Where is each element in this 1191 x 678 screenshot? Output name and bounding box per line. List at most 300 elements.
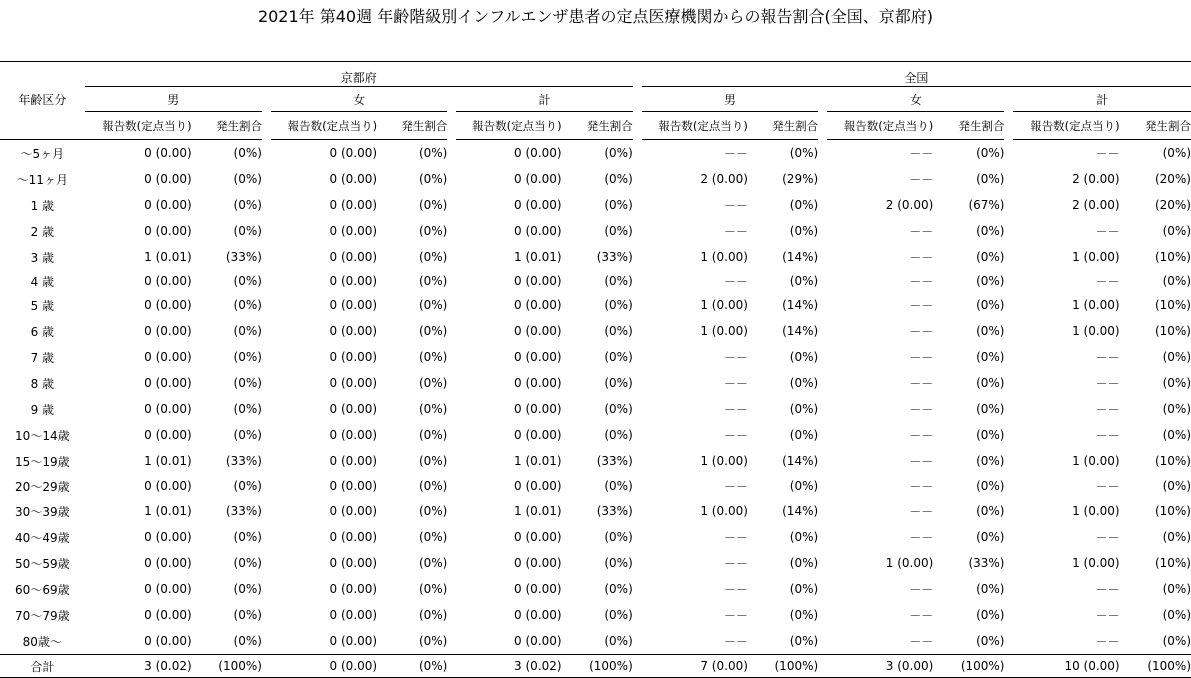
rate-cell: (0%)	[418, 428, 448, 442]
rate-cell: (0%)	[604, 608, 633, 622]
report-count-cell: 3 (0.02)	[456, 655, 561, 678]
rate-cell: (0%)	[418, 198, 448, 212]
rate-cell: (0%)	[789, 530, 819, 544]
rate-cell: (14%)	[782, 324, 819, 338]
report-count-cell: 1 (0.00)	[700, 298, 748, 312]
report-count-cell: 0 (0.00)	[144, 172, 192, 186]
rate-cell: (100%)	[748, 655, 818, 678]
rate-cell: (0%)	[976, 350, 1005, 364]
report-count-cell: 0 (0.00)	[514, 298, 562, 312]
rate-cell: (0%)	[976, 454, 1005, 468]
rate-cell: (0%)	[604, 198, 633, 212]
rate-cell: (0%)	[233, 146, 262, 160]
rate-cell: (14%)	[782, 298, 819, 312]
rate-cell: (0%)	[418, 454, 448, 468]
report-count-cell: －－	[909, 224, 934, 239]
report-count-cell: －－	[723, 402, 748, 417]
rate-cell: (0%)	[976, 324, 1005, 338]
age-label: 20～29歳	[15, 479, 70, 494]
report-count-cell: －－	[723, 428, 748, 443]
col-rate-label: 発生割合	[1120, 112, 1191, 140]
report-count-cell: 0 (0.00)	[514, 556, 562, 570]
report-count-cell: 0 (0.00)	[144, 530, 192, 544]
rate-cell: (0%)	[976, 608, 1005, 622]
report-count-cell: 0 (0.00)	[514, 324, 562, 338]
age-label: 5 歳	[30, 298, 55, 313]
rate-cell: (0%)	[604, 146, 633, 160]
rate-cell: (0%)	[418, 479, 448, 493]
report-count-cell: 1 (0.01)	[514, 504, 562, 518]
rate-cell: (14%)	[782, 250, 819, 264]
rate-cell: (0%)	[418, 504, 448, 518]
report-count-cell: 0 (0.00)	[144, 146, 192, 160]
report-count-cell: 0 (0.00)	[144, 634, 192, 648]
rate-cell: (0%)	[604, 428, 633, 442]
rate-cell: (0%)	[233, 556, 262, 570]
report-count-cell: 0 (0.00)	[329, 224, 378, 238]
rate-cell: (0%)	[789, 402, 819, 416]
report-count-cell: 0 (0.00)	[329, 428, 378, 442]
rate-cell: (0%)	[233, 198, 262, 212]
report-count-cell: 1 (0.00)	[1072, 556, 1120, 570]
table-row	[0, 166, 1191, 192]
report-count-cell: 0 (0.00)	[329, 250, 378, 264]
rate-cell: (0%)	[1162, 224, 1191, 238]
report-count-cell: 0 (0.00)	[329, 146, 378, 160]
col-reports-label: 報告数(定点当り)	[271, 112, 377, 140]
report-count-cell: －－	[909, 479, 934, 494]
report-count-cell: 0 (0.00)	[144, 298, 192, 312]
rate-cell: (0%)	[418, 582, 448, 596]
report-count-cell: 0 (0.00)	[144, 324, 192, 338]
report-count-cell: 0 (0.00)	[514, 428, 562, 442]
report-count-cell: 2 (0.00)	[700, 172, 748, 186]
rate-cell: (0%)	[418, 530, 448, 544]
rate-cell: (0%)	[789, 376, 819, 390]
rate-cell: (0%)	[233, 172, 262, 186]
table-row	[0, 370, 1191, 396]
rate-cell: (0%)	[604, 479, 633, 493]
age-label: 30～39歳	[15, 504, 70, 519]
rate-cell: (0%)	[789, 582, 819, 596]
table-row	[0, 474, 1191, 498]
rate-cell: (0%)	[976, 530, 1005, 544]
age-label: 3 歳	[30, 250, 55, 265]
rate-cell: (0%)	[418, 608, 448, 622]
rate-cell: (67%)	[968, 198, 1005, 212]
rate-cell: (100%)	[562, 655, 633, 678]
rate-cell: (0%)	[377, 655, 447, 678]
report-count-cell: 0 (0.00)	[144, 274, 192, 288]
table-row	[0, 318, 1191, 344]
col-rate-label: 発生割合	[562, 112, 633, 140]
report-count-cell: 1 (0.00)	[700, 454, 748, 468]
rate-cell: (0%)	[418, 402, 448, 416]
table-row	[0, 498, 1191, 524]
report-count-cell: 0 (0.00)	[329, 274, 378, 288]
report-count-cell: 0 (0.00)	[514, 274, 562, 288]
report-count-cell: －－	[723, 350, 748, 365]
report-count-cell: 0 (0.00)	[329, 454, 378, 468]
col-reports-label: 報告数(定点当り)	[1013, 112, 1119, 140]
rate-cell: (10%)	[1154, 250, 1191, 264]
report-count-cell: 0 (0.00)	[329, 172, 378, 186]
age-label: 1 歳	[30, 198, 55, 213]
rate-cell: (10%)	[1154, 504, 1191, 518]
report-count-cell: 0 (0.00)	[514, 224, 562, 238]
rate-cell: (0%)	[233, 224, 262, 238]
report-count-cell: －－	[1095, 402, 1120, 417]
total-row	[0, 655, 1191, 678]
rate-cell: (29%)	[782, 172, 819, 186]
report-count-cell: －－	[723, 608, 748, 623]
report-count-cell: 0 (0.00)	[329, 324, 378, 338]
report-count-cell: 0 (0.00)	[329, 530, 378, 544]
report-count-cell: 0 (0.00)	[514, 479, 562, 493]
report-count-cell: －－	[1095, 428, 1120, 443]
report-count-cell: 0 (0.00)	[329, 376, 378, 390]
report-count-cell: －－	[909, 298, 934, 313]
rate-cell: (0%)	[976, 479, 1005, 493]
report-count-cell: －－	[1095, 350, 1120, 365]
report-count-cell: 10 (0.00)	[1013, 655, 1119, 678]
rate-cell: (33%)	[968, 556, 1005, 570]
age-label: ～5ヶ月	[20, 146, 65, 161]
report-count-cell: －－	[909, 608, 934, 623]
report-count-cell: －－	[1095, 608, 1120, 623]
kyoto-male-header: 男	[85, 87, 262, 112]
report-count-cell: －－	[909, 350, 934, 365]
rate-cell: (10%)	[1154, 454, 1191, 468]
rate-cell: (0%)	[604, 350, 633, 364]
report-count-cell: －－	[909, 324, 934, 339]
table-row	[0, 244, 1191, 270]
report-count-cell: 0 (0.00)	[514, 402, 562, 416]
rate-cell: (10%)	[1154, 298, 1191, 312]
report-count-cell: 0 (0.00)	[514, 530, 562, 544]
rate-cell: (0%)	[233, 274, 262, 288]
rate-cell: (100%)	[192, 655, 262, 678]
report-count-cell: 7 (0.00)	[642, 655, 748, 678]
rate-cell: (20%)	[1154, 172, 1191, 186]
report-count-cell: 3 (0.02)	[85, 655, 192, 678]
rate-cell: (0%)	[1162, 376, 1191, 390]
age-label: 40～49歳	[15, 530, 70, 545]
rate-cell: (14%)	[782, 504, 819, 518]
report-count-cell: 0 (0.00)	[329, 582, 378, 596]
report-count-cell: 1 (0.00)	[1072, 324, 1120, 338]
report-count-cell: －－	[723, 376, 748, 391]
region-header-national: 全国	[642, 62, 1191, 87]
rate-cell: (0%)	[604, 324, 633, 338]
page-title: 2021年 第40週 年齢階級別インフルエンザ患者の定点医療機関からの報告割合(全国、京都府)	[257, 7, 934, 26]
report-count-cell: 0 (0.00)	[144, 608, 192, 622]
rate-cell: (0%)	[1162, 634, 1191, 648]
report-count-cell: 0 (0.00)	[144, 428, 192, 442]
report-count-cell: －－	[723, 274, 748, 289]
rate-cell: (0%)	[789, 146, 819, 160]
rate-cell: (0%)	[789, 274, 819, 288]
rate-cell: (100%)	[1120, 655, 1191, 678]
age-label: 50～59歳	[15, 556, 70, 571]
report-count-cell: 0 (0.00)	[144, 350, 192, 364]
report-count-cell: －－	[909, 582, 934, 597]
report-count-cell: －－	[723, 556, 748, 571]
rate-cell: (33%)	[225, 504, 262, 518]
report-count-cell: 0 (0.00)	[514, 350, 562, 364]
report-count-cell: －－	[909, 454, 934, 469]
table-row	[0, 140, 1191, 167]
rate-cell: (33%)	[225, 250, 262, 264]
report-count-cell: 0 (0.00)	[514, 376, 562, 390]
rate-cell: (0%)	[233, 479, 262, 493]
rate-cell: (0%)	[418, 274, 448, 288]
rate-cell: (0%)	[604, 556, 633, 570]
report-count-cell: 0 (0.00)	[514, 608, 562, 622]
report-count-cell: －－	[909, 428, 934, 443]
report-count-cell: －－	[723, 198, 748, 213]
age-label: 6 歳	[30, 324, 55, 339]
table-row	[0, 448, 1191, 474]
rate-cell: (0%)	[1162, 146, 1191, 160]
rate-cell: (0%)	[789, 556, 819, 570]
rate-cell: (0%)	[976, 172, 1005, 186]
rate-cell: (0%)	[976, 376, 1005, 390]
report-count-cell: 1 (0.00)	[885, 556, 934, 570]
report-count-cell: 0 (0.00)	[329, 402, 378, 416]
rate-cell: (0%)	[789, 428, 819, 442]
report-count-cell: 0 (0.00)	[514, 582, 562, 596]
report-count-cell: －－	[909, 376, 934, 391]
report-count-cell: 1 (0.01)	[144, 250, 192, 264]
table-row	[0, 344, 1191, 370]
report-count-cell: －－	[909, 146, 934, 161]
age-label: ～11ヶ月	[16, 172, 68, 187]
rate-cell: (0%)	[604, 582, 633, 596]
report-count-cell: 0 (0.00)	[514, 172, 562, 186]
rate-cell: (0%)	[233, 376, 262, 390]
rate-cell: (0%)	[418, 350, 448, 364]
report-count-cell: －－	[1095, 274, 1120, 289]
report-count-cell: －－	[1095, 582, 1120, 597]
table-row	[0, 292, 1191, 318]
report-count-cell: －－	[1095, 634, 1120, 649]
report-count-cell: 0 (0.00)	[144, 402, 192, 416]
report-count-cell: －－	[909, 274, 934, 289]
rate-cell: (0%)	[418, 634, 448, 648]
col-reports-label: 報告数(定点当り)	[456, 112, 561, 140]
rate-cell: (10%)	[1154, 556, 1191, 570]
national-male-header: 男	[642, 87, 818, 112]
rate-cell: (0%)	[976, 634, 1005, 648]
report-count-cell: 0 (0.00)	[144, 556, 192, 570]
rate-cell: (0%)	[418, 298, 448, 312]
report-count-cell: －－	[1095, 376, 1120, 391]
rate-cell: (0%)	[233, 298, 262, 312]
report-count-cell: 2 (0.00)	[1072, 198, 1120, 212]
report-count-cell: 1 (0.01)	[144, 454, 192, 468]
rate-cell: (0%)	[976, 146, 1005, 160]
table-row	[0, 524, 1191, 550]
rate-cell: (0%)	[233, 634, 262, 648]
rate-cell: (0%)	[1162, 479, 1191, 493]
rate-cell: (0%)	[233, 582, 262, 596]
total-label: 合計	[0, 655, 85, 678]
age-label: 7 歳	[30, 350, 55, 365]
report-count-cell: 0 (0.00)	[514, 634, 562, 648]
influenza-report-table	[0, 61, 1191, 678]
report-count-cell: 1 (0.00)	[700, 504, 748, 518]
report-count-cell: 1 (0.01)	[144, 504, 192, 518]
rate-cell: (33%)	[596, 504, 633, 518]
rate-cell: (0%)	[976, 582, 1005, 596]
age-label: 2 歳	[30, 224, 55, 239]
rate-cell: (10%)	[1154, 324, 1191, 338]
report-count-cell: 2 (0.00)	[1072, 172, 1120, 186]
rate-cell: (0%)	[976, 274, 1005, 288]
rate-cell: (0%)	[418, 172, 448, 186]
report-count-cell: －－	[723, 530, 748, 545]
table-row	[0, 270, 1191, 292]
age-label: 8 歳	[30, 376, 55, 391]
age-header-spacer	[0, 62, 85, 87]
table-row	[0, 602, 1191, 628]
col-rate-label: 発生割合	[933, 112, 1004, 140]
report-count-cell: 1 (0.00)	[1072, 454, 1120, 468]
age-label: 60～69歳	[15, 582, 70, 597]
report-count-cell: 2 (0.00)	[885, 198, 934, 212]
col-reports-label: 報告数(定点当り)	[642, 112, 748, 140]
rate-cell: (14%)	[782, 454, 819, 468]
report-count-cell: －－	[723, 582, 748, 597]
report-count-cell: －－	[723, 479, 748, 494]
region-header-kyoto: 京都府	[85, 62, 633, 87]
rate-cell: (0%)	[418, 556, 448, 570]
rate-cell: (0%)	[1162, 530, 1191, 544]
age-label: 80歳～	[22, 634, 62, 649]
rate-cell: (0%)	[604, 402, 633, 416]
report-count-cell: 0 (0.00)	[271, 655, 377, 678]
rate-cell: (0%)	[1162, 274, 1191, 288]
rate-cell: (0%)	[1162, 582, 1191, 596]
report-count-cell: －－	[909, 172, 934, 187]
rate-cell: (0%)	[789, 634, 819, 648]
rate-cell: (100%)	[933, 655, 1004, 678]
report-count-cell: －－	[909, 504, 934, 519]
table-row	[0, 396, 1191, 422]
report-count-cell: 1 (0.00)	[1072, 298, 1120, 312]
rate-cell: (0%)	[233, 428, 262, 442]
report-count-cell: 1 (0.00)	[700, 250, 748, 264]
report-count-cell: －－	[1095, 224, 1120, 239]
report-count-cell: －－	[909, 250, 934, 265]
age-label: 9 歳	[30, 402, 55, 417]
rate-cell: (0%)	[233, 530, 262, 544]
report-count-cell: 0 (0.00)	[144, 224, 192, 238]
rate-cell: (0%)	[976, 428, 1005, 442]
report-count-cell: －－	[723, 146, 748, 161]
rate-cell: (0%)	[789, 479, 819, 493]
rate-cell: (0%)	[604, 224, 633, 238]
rate-cell: (0%)	[418, 146, 448, 160]
rate-cell: (0%)	[604, 274, 633, 288]
col-reports-label: 報告数(定点当り)	[827, 112, 933, 140]
kyoto-female-header: 女	[271, 87, 447, 112]
rate-cell: (0%)	[789, 224, 819, 238]
rate-cell: (0%)	[1162, 350, 1191, 364]
col-reports-label: 報告数(定点当り)	[85, 112, 192, 140]
rate-cell: (0%)	[418, 376, 448, 390]
report-count-cell: 0 (0.00)	[144, 198, 192, 212]
rate-cell: (33%)	[596, 250, 633, 264]
national-total-header: 計	[1013, 87, 1191, 112]
report-count-cell: 0 (0.00)	[329, 298, 378, 312]
report-count-cell: －－	[909, 402, 934, 417]
table-row	[0, 576, 1191, 602]
age-header: 年齢区分	[18, 92, 67, 107]
rate-cell: (0%)	[1162, 402, 1191, 416]
report-count-cell: 0 (0.00)	[329, 504, 378, 518]
rate-cell: (0%)	[604, 172, 633, 186]
kyoto-total-header: 計	[456, 87, 632, 112]
rate-cell: (0%)	[418, 224, 448, 238]
rate-cell: (0%)	[604, 634, 633, 648]
age-label: 70～79歳	[15, 608, 70, 623]
report-count-cell: 1 (0.00)	[700, 324, 748, 338]
report-count-cell: 0 (0.00)	[329, 350, 378, 364]
region-gap	[633, 62, 642, 87]
table-row	[0, 422, 1191, 448]
report-count-cell: 0 (0.00)	[144, 479, 192, 493]
table-row	[0, 628, 1191, 655]
rate-cell: (0%)	[789, 350, 819, 364]
rate-cell: (0%)	[233, 350, 262, 364]
report-count-cell: 0 (0.00)	[329, 608, 378, 622]
rate-cell: (0%)	[604, 298, 633, 312]
age-label: 4 歳	[30, 274, 55, 289]
table-row	[0, 218, 1191, 244]
rate-cell: (0%)	[1162, 428, 1191, 442]
rate-cell: (0%)	[976, 224, 1005, 238]
rate-cell: (20%)	[1154, 198, 1191, 212]
col-rate-label: 発生割合	[748, 112, 818, 140]
table-row	[0, 550, 1191, 576]
rate-cell: (0%)	[418, 324, 448, 338]
report-count-cell: －－	[723, 224, 748, 239]
rate-cell: (0%)	[233, 402, 262, 416]
report-count-cell: 1 (0.01)	[514, 454, 562, 468]
rate-cell: (33%)	[596, 454, 633, 468]
report-count-cell: 1 (0.01)	[514, 250, 562, 264]
report-count-cell: 1 (0.00)	[1072, 504, 1120, 518]
rate-cell: (0%)	[976, 250, 1005, 264]
report-count-cell: 0 (0.00)	[514, 146, 562, 160]
report-count-cell: 0 (0.00)	[144, 582, 192, 596]
rate-cell: (0%)	[1162, 608, 1191, 622]
report-count-cell: －－	[1095, 479, 1120, 494]
report-count-cell: 0 (0.00)	[514, 198, 562, 212]
rate-cell: (0%)	[789, 608, 819, 622]
national-female-header: 女	[827, 87, 1004, 112]
age-label: 15～19歳	[15, 454, 70, 469]
report-count-cell: 0 (0.00)	[329, 198, 378, 212]
rate-cell: (0%)	[418, 250, 448, 264]
col-rate-label: 発生割合	[192, 112, 262, 140]
report-count-cell: 0 (0.00)	[329, 556, 378, 570]
rate-cell: (0%)	[789, 198, 819, 212]
table-row	[0, 192, 1191, 218]
rate-cell: (0%)	[976, 402, 1005, 416]
